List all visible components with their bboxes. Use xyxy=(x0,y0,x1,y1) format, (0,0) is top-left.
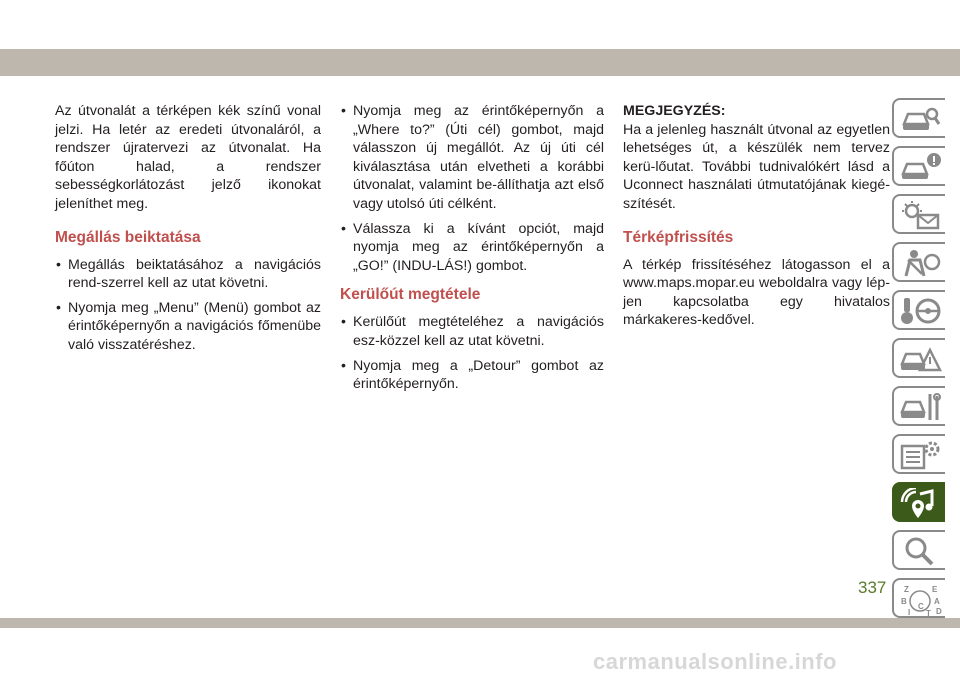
list-item: • Kerülőút megtételéhez a navigációs esz-közzel kell az utat követni. xyxy=(340,313,604,350)
warning-light-envelope-icon xyxy=(900,200,942,230)
list-item: • Nyomja meg a „Detour” gombot az érintőképernyőn. xyxy=(340,357,604,394)
bullet-list xyxy=(340,313,604,393)
top-band xyxy=(0,49,960,76)
column-1 xyxy=(55,102,321,361)
list-item: • Nyomja meg az érintőképernyőn a „Where to?” (Úti cél) gombot, majd válasszon új megállót. Az új úti cél kiválasztása után elvetheti a korábbi útvonalat, valamint be-állíthatja azt első vagy utolsó úti célként. xyxy=(340,102,604,214)
bottom-band xyxy=(0,618,960,628)
note-text: Ha a jelenleg használt útvonal az egyetlen lehetséges út, a készülék nem tervez kerü-lőutat. További tudnivalókért lásd a Uconnect használati útmutatójának kiegé-szítését. xyxy=(623,121,890,212)
svg-text:B: B xyxy=(901,597,907,606)
svg-text:C: C xyxy=(918,602,924,611)
bullet-list xyxy=(340,102,604,275)
car-hazard-icon xyxy=(900,344,942,374)
tab-car-magnifier[interactable] xyxy=(892,98,945,138)
search-icon xyxy=(900,536,942,566)
svg-text:E: E xyxy=(932,585,938,594)
multimedia-icon xyxy=(900,488,942,520)
ignition-steering-icon xyxy=(900,296,942,326)
bullet-list xyxy=(55,256,321,355)
svg-text:Z: Z xyxy=(904,585,909,594)
tab-index[interactable] xyxy=(892,578,945,618)
tab-starting-driving[interactable] xyxy=(892,290,945,330)
tab-emergency[interactable] xyxy=(892,338,945,378)
tab-technical-specs[interactable] xyxy=(892,434,945,474)
tab-search[interactable] xyxy=(892,530,945,570)
tab-multimedia[interactable] xyxy=(892,482,945,522)
chapter-tabs xyxy=(892,98,952,626)
map-update-text: A térkép frissítéséhez látogasson el a www.maps.mopar.eu weboldalra vagy lép-jen kapcsolatba egy hivatalos márkakeres-kedővel. xyxy=(623,256,890,329)
section-heading-stop: Megállás beiktatása xyxy=(55,228,201,246)
section-heading-detour: Kerülőút megtétele xyxy=(340,286,481,304)
tab-car-info[interactable] xyxy=(892,146,945,186)
tab-safety[interactable] xyxy=(892,242,945,282)
section-heading-map-update: Térképfrissítés xyxy=(623,228,734,246)
specs-gear-icon xyxy=(900,440,942,470)
column-3 xyxy=(623,102,890,330)
list-item: • Megállás beiktatásához a navigációs rend-szerrel kell az utat követni. xyxy=(55,256,321,293)
seatbelt-airbag-icon xyxy=(900,248,942,278)
svg-text:I: I xyxy=(908,608,911,617)
page-number: 337 xyxy=(858,578,887,597)
tab-warning-lights[interactable] xyxy=(892,194,945,234)
note-title: MEGJEGYZÉS: xyxy=(623,103,726,119)
list-item: • Válassza ki a kívánt opciót, majd nyomja meg az érintőképernyőn a „GO!” (INDU-LÁS!) gombot. xyxy=(340,220,604,276)
car-magnifier-icon xyxy=(900,104,942,134)
watermark: carmanualsonline.info xyxy=(593,649,837,674)
alphabet-index-icon xyxy=(900,584,942,618)
svg-text:D: D xyxy=(936,607,942,616)
svg-text:A: A xyxy=(934,597,940,606)
intro-paragraph: Az útvonalát a térképen kék színű vonal jelzi. Ha letér az eredeti útvonaláról, a rendszer újratervezi az útvonalat. Ha főúton halad, a rendszer sebességkorlátozást jelző ikonokat jeleníthet meg. xyxy=(55,103,321,212)
car-tools-icon xyxy=(900,392,942,422)
list-item: • Nyomja meg „Menu” (Menü) gombot az érintőképernyőn a navigációs főmenübe való visszatéréshez. xyxy=(55,299,321,355)
svg-text:T: T xyxy=(926,609,931,618)
column-2 xyxy=(340,102,604,400)
tab-maintenance[interactable] xyxy=(892,386,945,426)
car-info-icon xyxy=(900,152,942,182)
